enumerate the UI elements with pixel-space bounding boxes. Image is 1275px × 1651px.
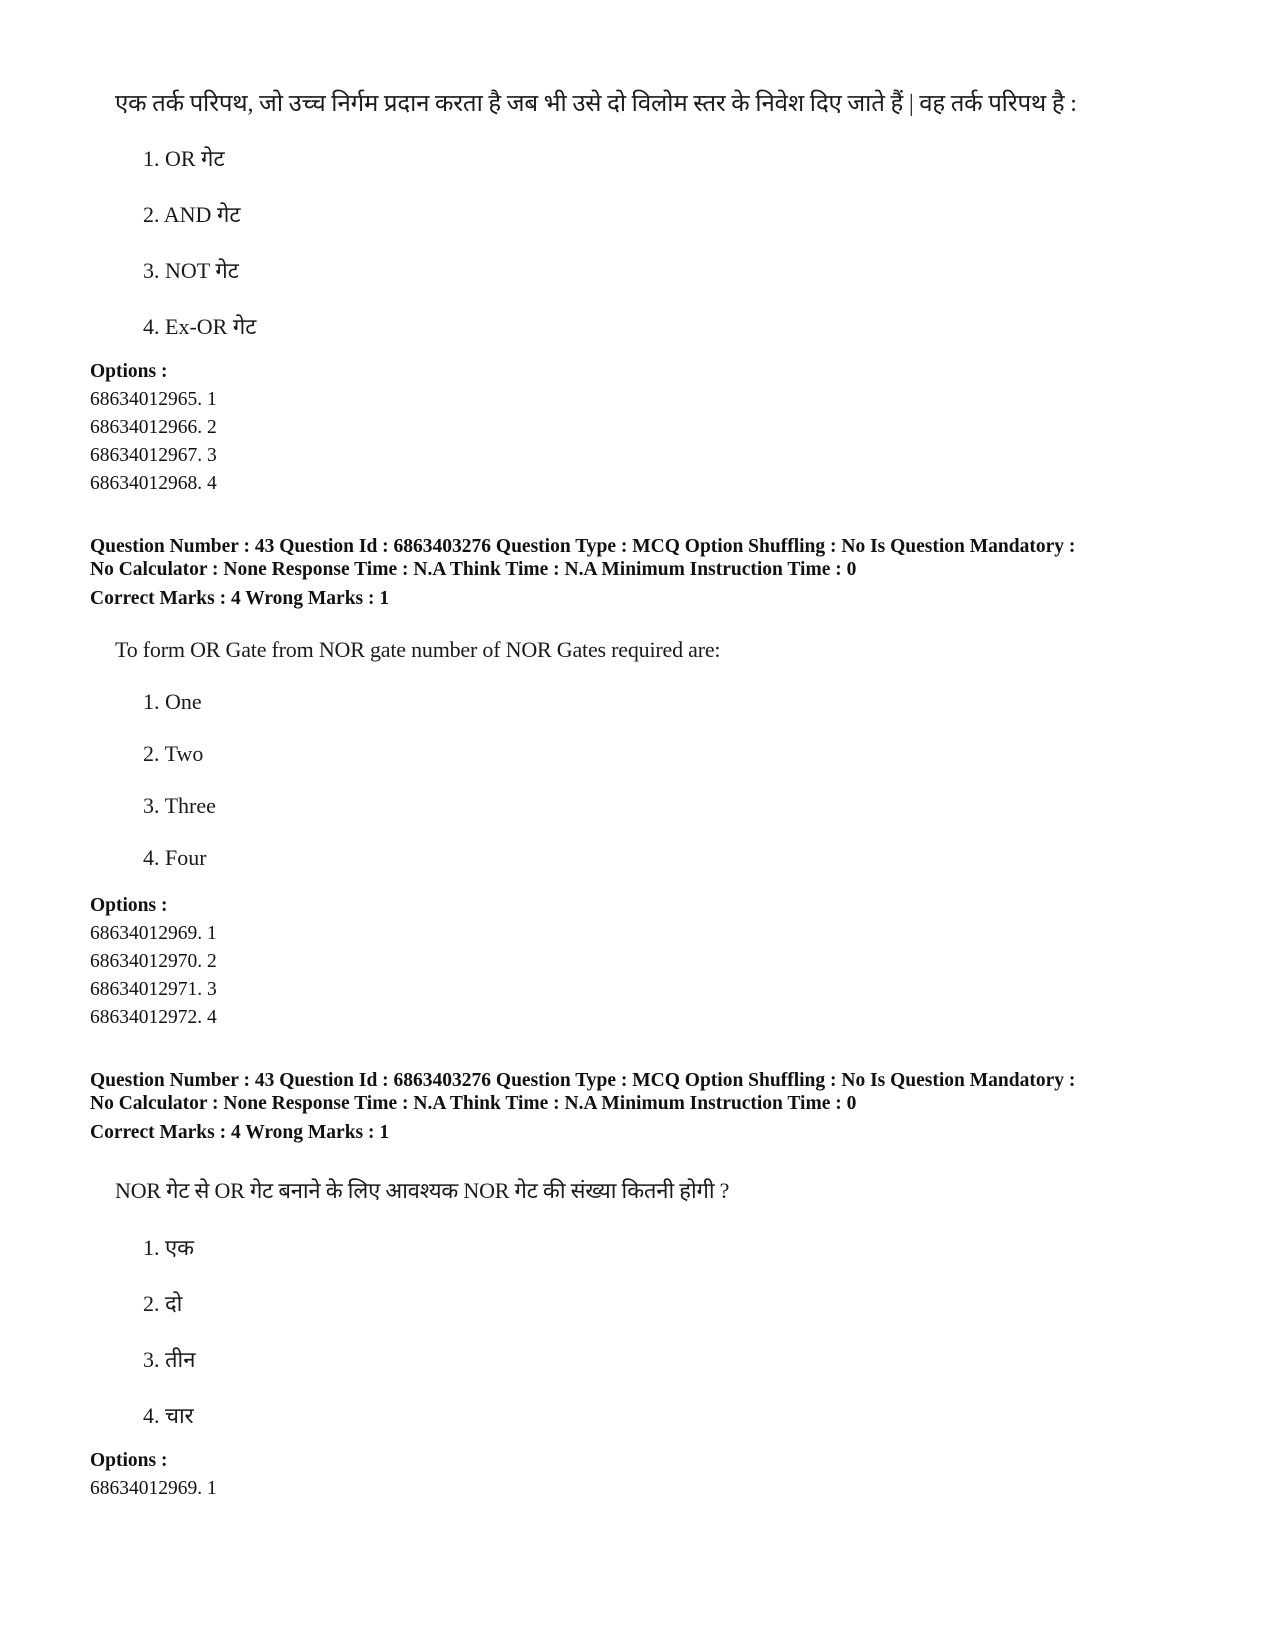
options-label: Options : xyxy=(90,895,168,916)
choice-item: 2. Two xyxy=(143,741,204,766)
question-text: एक तर्क परिपथ, जो उच्च निर्गम प्रदान करता है जब भी उसे दो विलोम स्तर के निवेश दिए जाते हैं | वह तर्क परिपथ है : xyxy=(115,91,1077,117)
option-line: 68634012966. 2 xyxy=(90,417,217,438)
choice-item: 2. AND गेट xyxy=(143,202,241,227)
question-meta: No Calculator : None Response Time : N.A Think Time : N.A Minimum Instruction Time : 0 xyxy=(90,1093,857,1114)
option-line: 68634012969. 1 xyxy=(90,923,217,944)
choice-item: 3. Three xyxy=(143,793,216,818)
question-marks: Correct Marks : 4 Wrong Marks : 1 xyxy=(90,1122,390,1143)
question-marks: Correct Marks : 4 Wrong Marks : 1 xyxy=(90,588,390,609)
choice-item: 4. Four xyxy=(143,845,207,870)
choice-item: 3. NOT गेट xyxy=(143,258,239,283)
question-meta: Question Number : 43 Question Id : 6863403276 Question Type : MCQ Option Shuffling : No Is Question Mandatory : xyxy=(90,1070,1076,1091)
choice-item: 1. One xyxy=(143,689,202,714)
option-line: 68634012972. 4 xyxy=(90,1007,217,1028)
choice-item: 3. तीन xyxy=(143,1347,196,1372)
options-label: Options : xyxy=(90,1450,168,1471)
choice-item: 2. दो xyxy=(143,1291,183,1316)
option-line: 68634012965. 1 xyxy=(90,389,217,410)
option-line: 68634012969. 1 xyxy=(90,1478,217,1499)
choice-item: 1. OR गेट xyxy=(143,146,225,171)
choice-item: 4. चार xyxy=(143,1403,194,1428)
option-line: 68634012970. 2 xyxy=(90,951,217,972)
option-line: 68634012968. 4 xyxy=(90,473,217,494)
question-text: NOR गेट से OR गेट बनाने के लिए आवश्यक NOR गेट की संख्या कितनी होगी ? xyxy=(115,1178,730,1203)
choice-item: 1. एक xyxy=(143,1235,195,1260)
question-text: To form OR Gate from NOR gate number of NOR Gates required are: xyxy=(115,637,721,662)
option-line: 68634012971. 3 xyxy=(90,979,217,1000)
option-line: 68634012967. 3 xyxy=(90,445,217,466)
question-meta: Question Number : 43 Question Id : 6863403276 Question Type : MCQ Option Shuffling : No Is Question Mandatory : xyxy=(90,536,1076,557)
options-label: Options : xyxy=(90,361,168,382)
choice-item: 4. Ex-OR गेट xyxy=(143,314,257,339)
question-meta: No Calculator : None Response Time : N.A Think Time : N.A Minimum Instruction Time : 0 xyxy=(90,559,857,580)
